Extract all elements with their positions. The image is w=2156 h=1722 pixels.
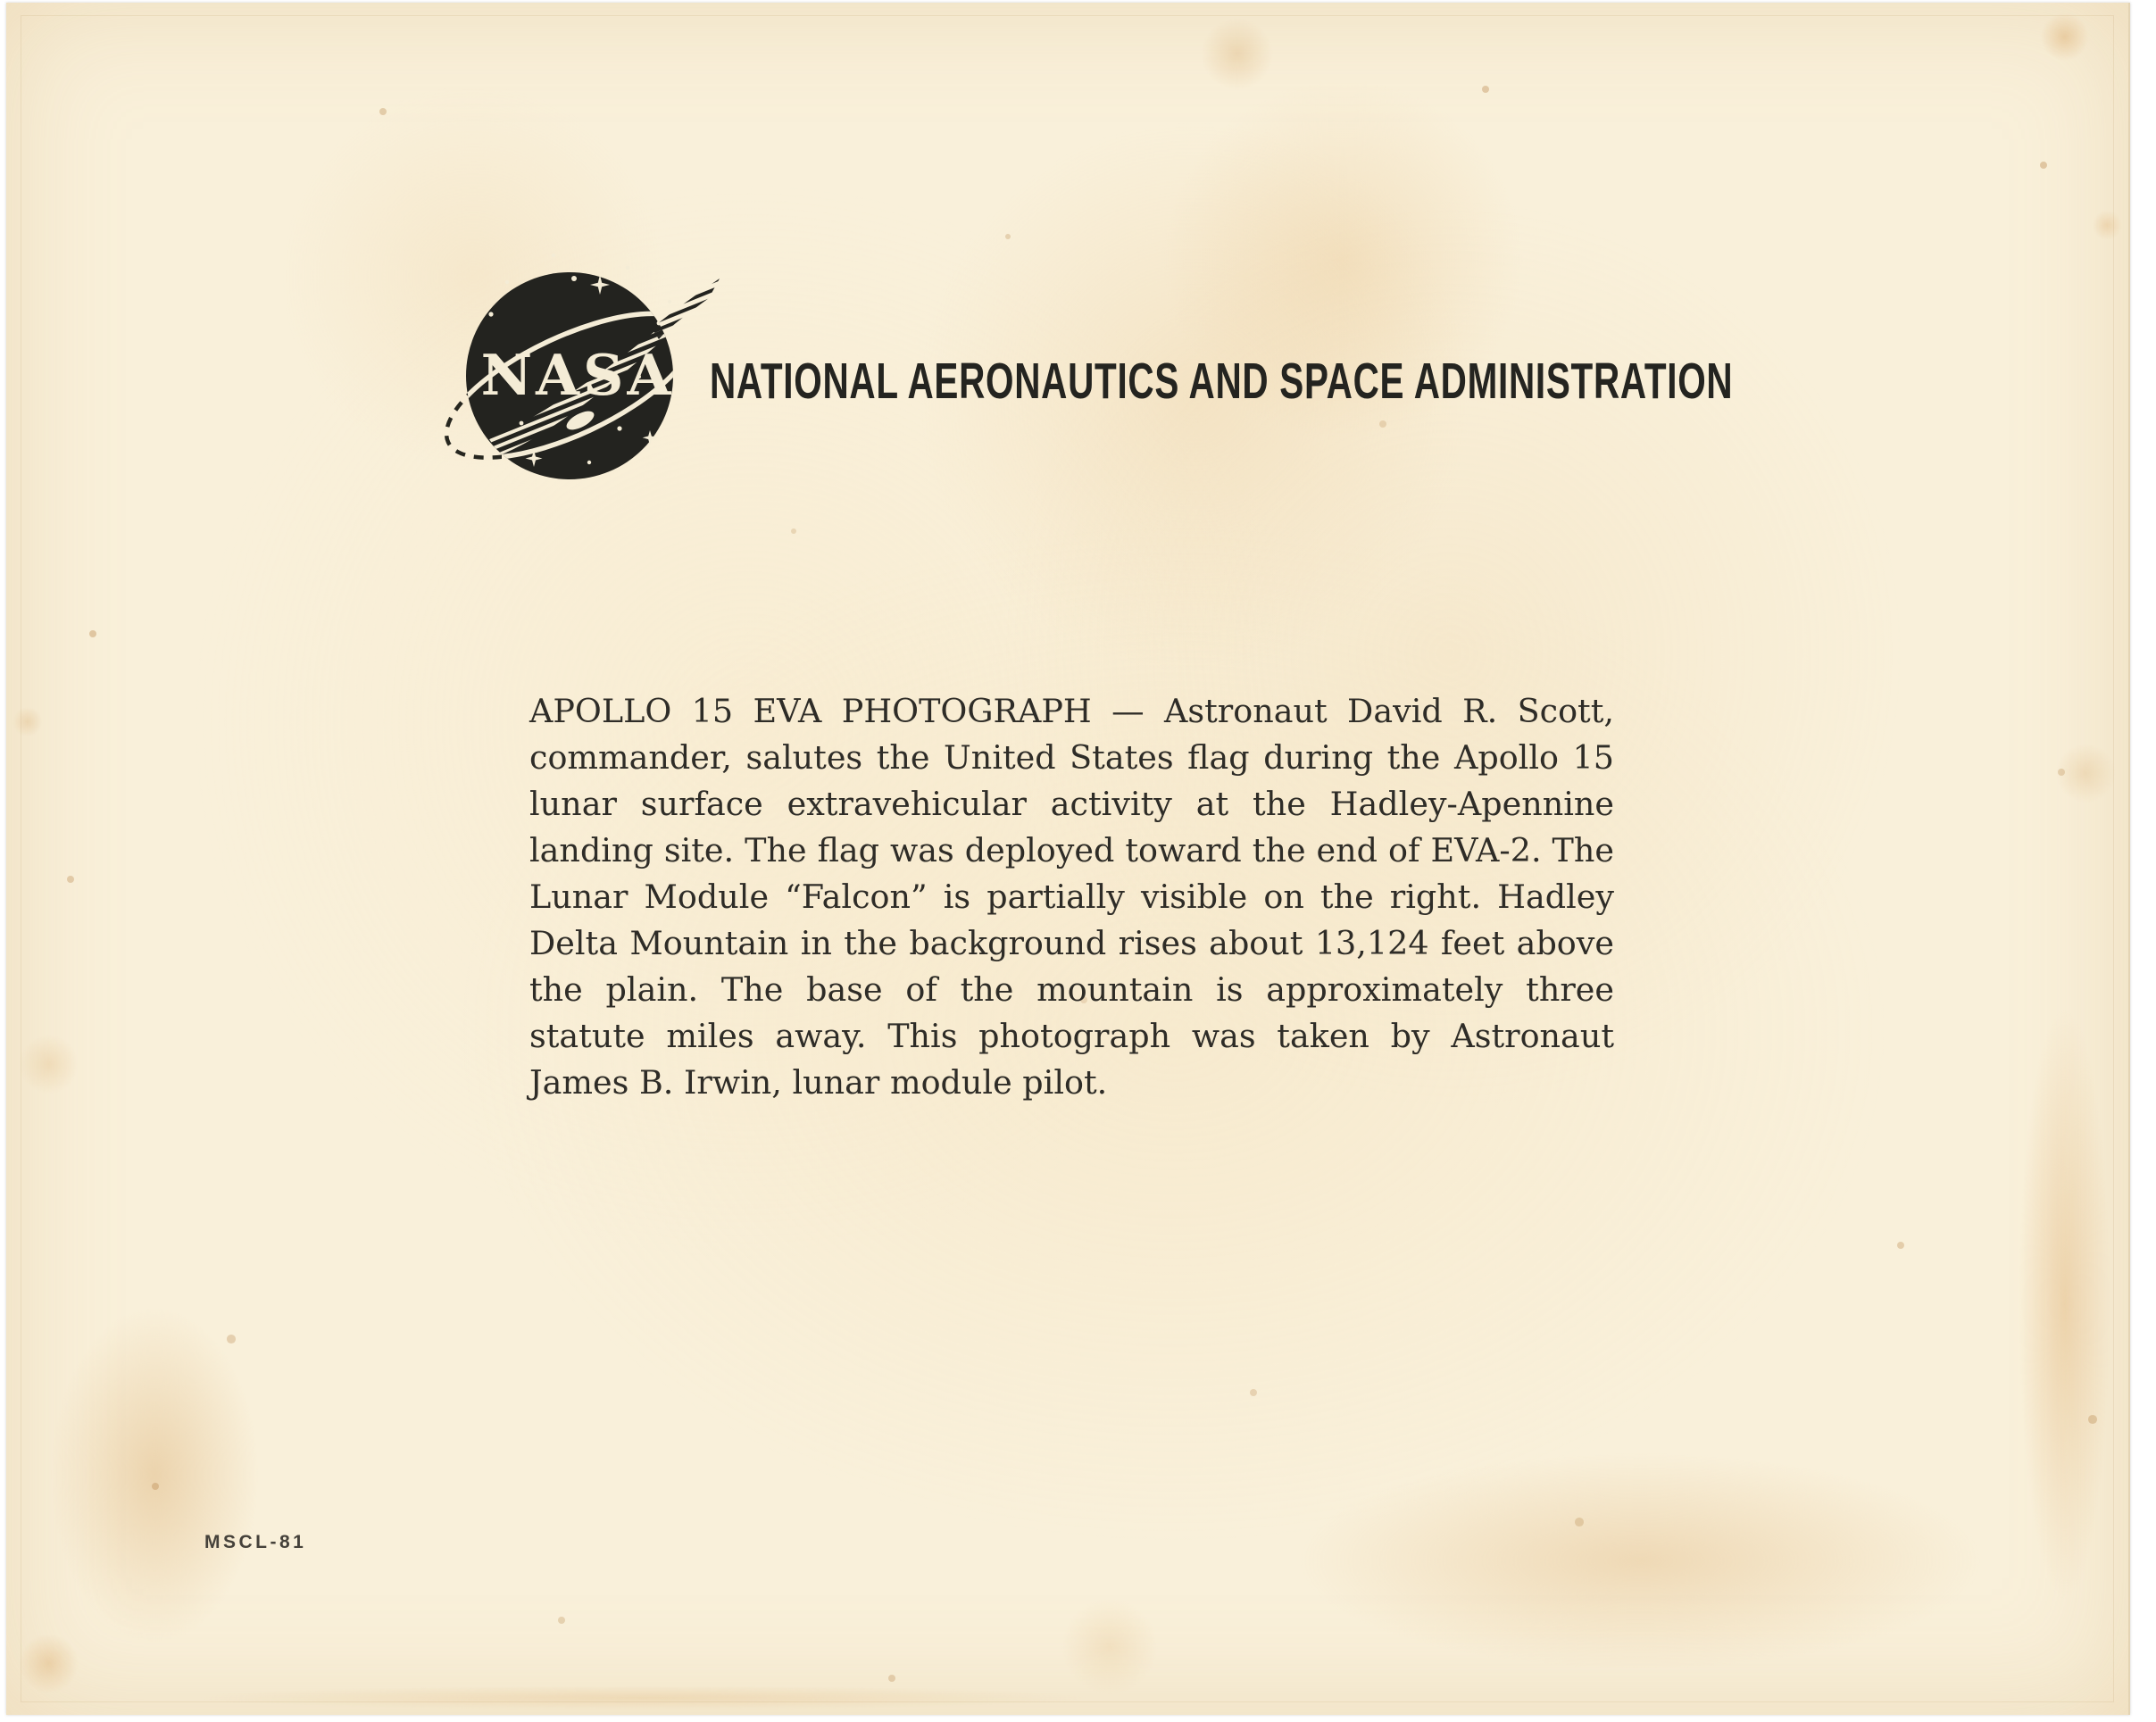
photo-caption-text: APOLLO 15 EVA PHOTOGRAPH — Astronaut David R. Scott, commander, salutes the United States flag during the Apollo 15 lunar surface extravehicular activity at the Hadley-Apennine landing site. The flag was deployed toward the end of EVA-2. The Lunar Module “Falcon” is partially visible on the right. Hadley Delta Mountain in the background rises about 13,124 feet above the plain. The base of the mountain is approximately three statute miles away. This photograph was taken by Astronaut James B. Irwin, lunar module pilot. [529,691,1614,1102]
wing-hatch-tip [652,279,720,339]
paper-speckles [6,3,10,6]
logo-letters: NASA [480,342,675,408]
nasa-meatball-icon [355,216,748,515]
agency-title: NATIONAL AERONAUTICS AND SPACE ADMINISTRATION [710,353,1734,410]
archive-code: MSCL-81 [204,1532,307,1552]
